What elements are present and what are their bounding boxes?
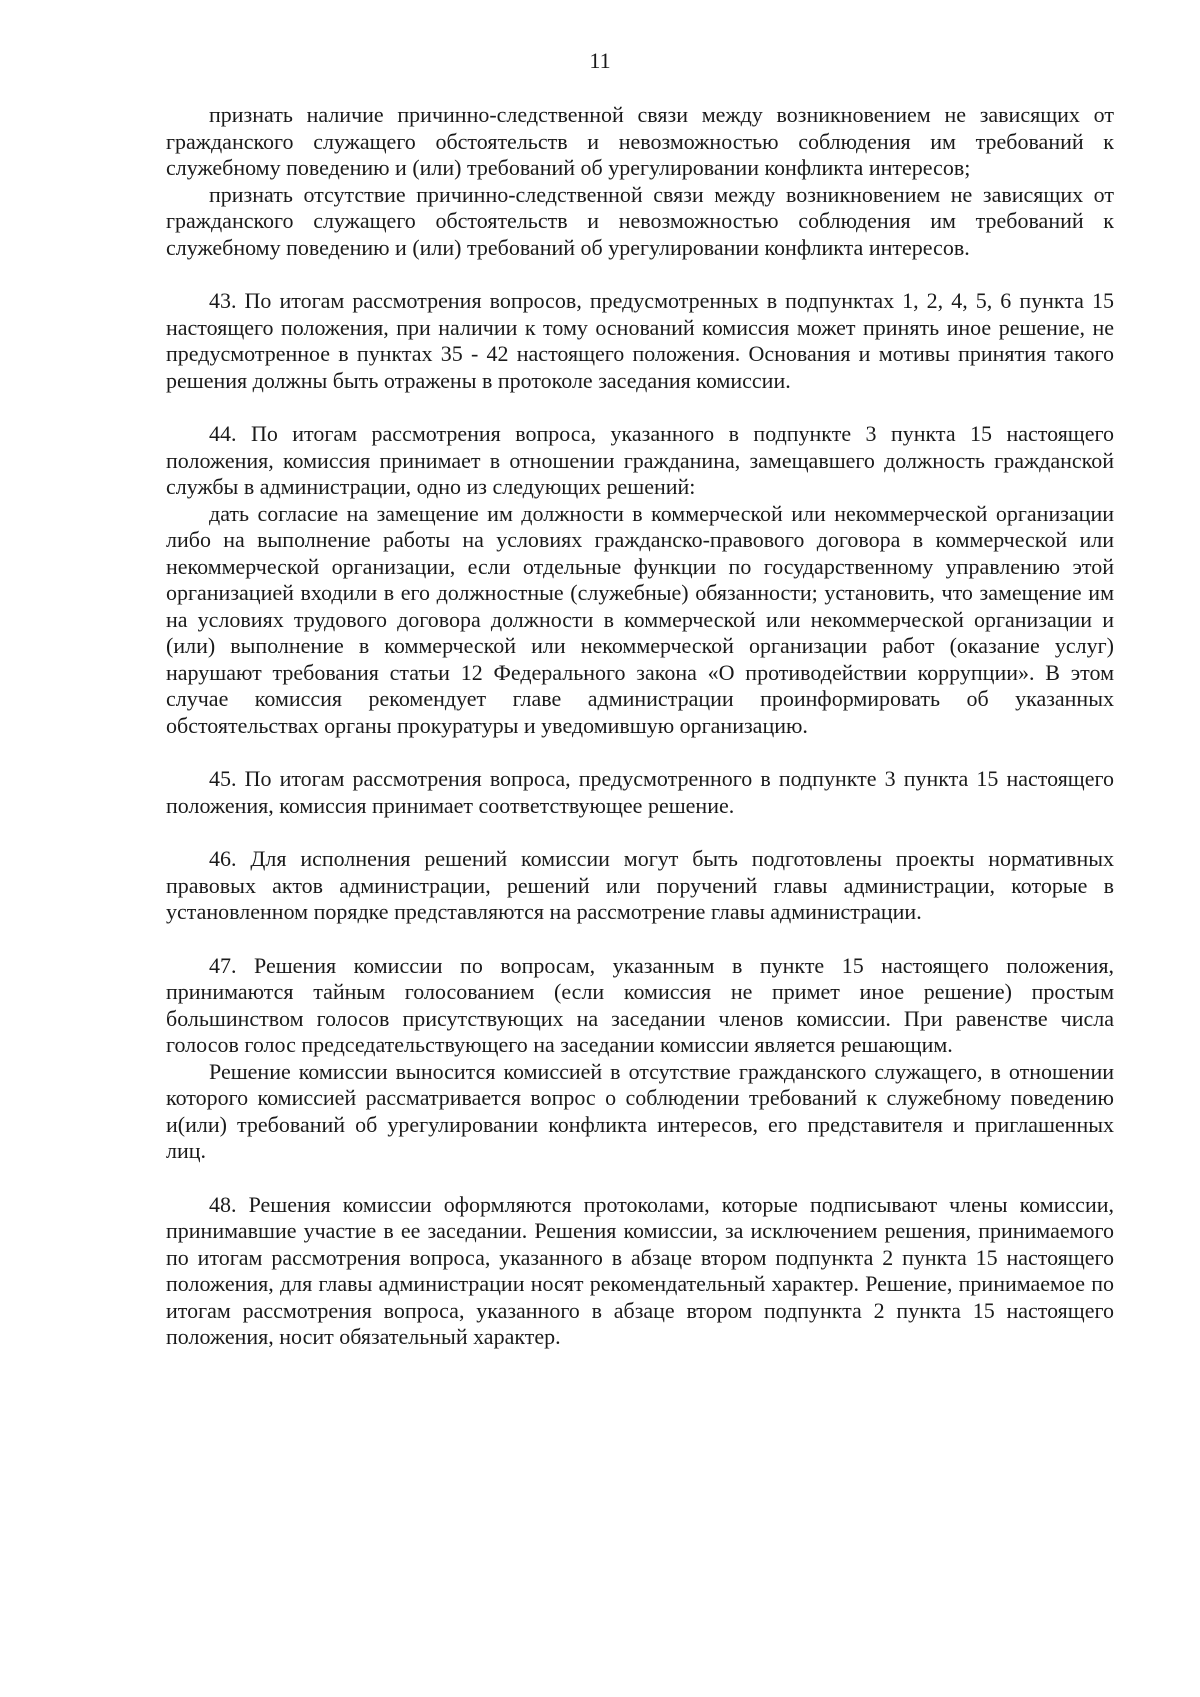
paragraph: признать наличие причинно-следственной связи между возникновением не зависящих от гражданского служащего обстоятельств и невозможностью соблюдения им требований к служебному поведению и (или) требований об урегулировании конфликта интересов; xyxy=(166,102,1114,180)
paragraph: признать отсутствие причинно-следственной связи между возникновением не зависящих от гражданского служащего обстоятельств и невозможностью соблюдения им требований к служебному поведению и (или) требований об урегулировании конфликта интересов. xyxy=(166,181,1114,260)
paragraph-44: 44. По итогам рассмотрения вопроса, указанного в подпункте 3 пункта 15 настоящего положения, комиссия принимает в отношении гражданина, замещавшего должность гражданской службы в администрации, одно из следующих решений: xyxy=(166,421,1114,499)
paragraph-48: 48. Решения комиссии оформляются протоколами, которые подписывают члены комиссии, принимавшие участие в ее заседании. Решения комиссии, за исключением решения, принимаемого по итогам рассмотрения вопроса, указанного в абзаце втором подпункта 2 пункта 15 настоящего положения, для главы администрации носят рекомендательный характер. Решение, принимаемое по итогам рассмотрения вопроса, указанного в абзаце втором подпункта 2 пункта 15 настоящего положения, носит обязательный характер. xyxy=(166,1191,1114,1349)
paragraph-46: 46. Для исполнения решений комиссии могут быть подготовлены проекты нормативных правовых актов администрации, решений или поручений главы администрации, которые в установленном порядке представляются на рассмотрение главы администрации. xyxy=(166,846,1114,924)
paragraph-47: 47. Решения комиссии по вопросам, указанным в пункте 15 настоящего положения, принимаются тайным голосованием (если комиссия не примет иное решение) простым большинством голосов присутствующих на заседании членов комиссии. При равенстве числа голосов голос председательствующего на заседании комиссии является решающим. xyxy=(166,952,1114,1057)
paragraph: дать согласие на замещение им должности в коммерческой или некоммерческой организации либо на выполнение работы на условиях гражданско-правового договора в коммерческой или некоммерческой организации, если отдельные функции по государственному управлению этой организацией входили в его должностные (служебные) обязанности; установить, что замещение им на условиях трудового договора должности в коммерческой или некоммерческой организации и (или) выполнение в коммерческой или некоммерческой организации работ (оказание услуг) нарушают требования статьи 12 Федерального закона «О противодействии коррупции». В этом случае комиссия рекомендует главе администрации проинформировать об указанных обстоятельствах органы прокуратуры и уведомившую организацию. xyxy=(166,500,1114,738)
page-number: 11 xyxy=(589,48,611,73)
paragraph-43: 43. По итогам рассмотрения вопросов, предусмотренных в подпунктах 1, 2, 4, 5, 6 пункта 15 настоящего положения, при наличии к тому оснований комиссия может принять иное решение, не предусмотренное в пунктах 35 - 42 настоящего положения. Основания и мотивы принятия такого решения должны быть отражены в протоколе заседания комиссии. xyxy=(166,288,1114,393)
paragraph: Решение комиссии выносится комиссией в отсутствие гражданского служащего, в отношении которого комиссией рассматривается вопрос о соблюдении требований к служебному поведению и(или) требований об урегулировании конфликта интересов, его представителя и приглашенных лиц. xyxy=(166,1058,1114,1163)
document-body xyxy=(166,102,1114,1351)
paragraph-45: 45. По итогам рассмотрения вопроса, предусмотренного в подпункте 3 пункта 15 настоящего положения, комиссия принимает соответствующее решение. xyxy=(166,766,1114,818)
